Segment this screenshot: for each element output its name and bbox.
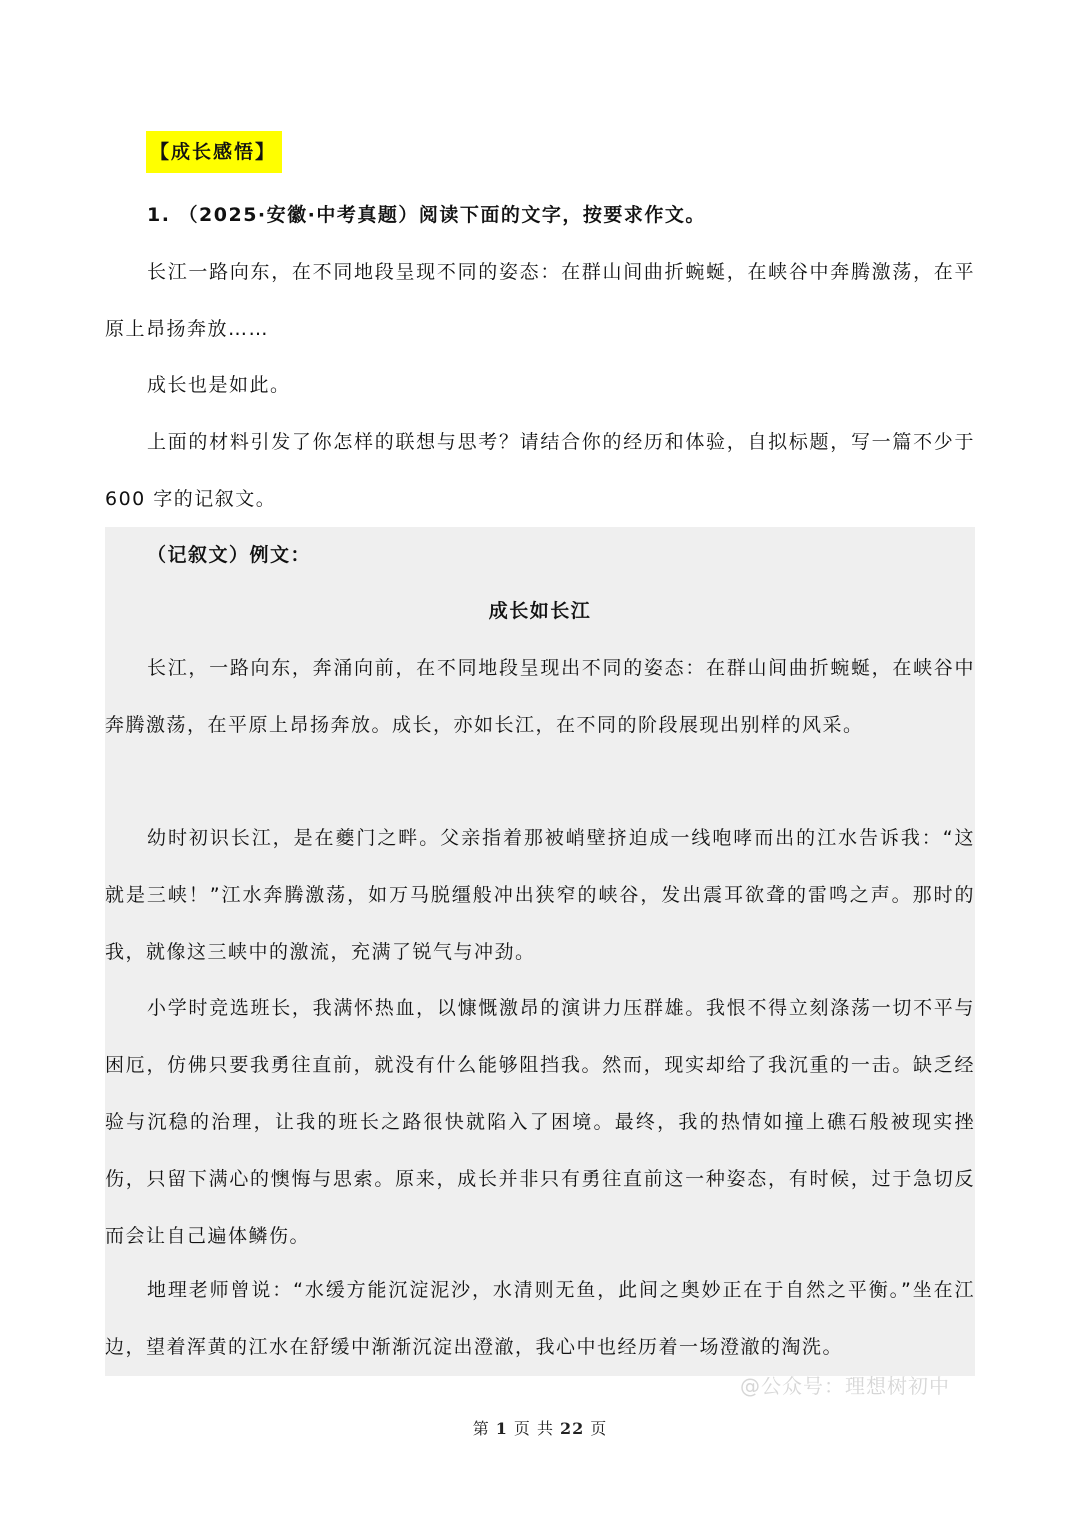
- essay-paragraph: 小学时竞选班长，我满怀热血，以慷慨激昂的演讲力压群雄。我恨不得立刻涤荡一切不平与困厄，仿佛只要我勇往直前，就没有什么能够阻挡我。然而，现实却给了我沉重的一击。缺乏经验与沉稳的治理，让我的班长之路很快就陷入了困境。最终，我的热情如撞上礁石般被现实挫伤，只留下满心的懊悔与思索。原来，成长并非只有勇往直前这一种姿态，有时候，过于急切反而会让自己遍体鳞伤。: [105, 997, 975, 1247]
- watermark: @公众号：理想树初中: [740, 1374, 950, 1398]
- essay-paragraph: 地理老师曾说：“水缓方能沉淀泥沙，水清则无鱼，此间之奥妙正在于自然之平衡。”坐在江边，望着浑黄的江水在舒缓中渐渐沉淀出澄澈，我心中也经历着一场澄澈的淘洗。: [105, 1279, 975, 1358]
- question-material-1: 长江一路向东，在不同地段呈现不同的姿态：在群山间曲折蜿蜒，在峡谷中奔腾激荡，在平原上昂扬奔放……: [105, 261, 975, 340]
- total-pages-number: 22: [559, 1419, 585, 1438]
- section-tag: 【成长感悟】: [146, 131, 282, 173]
- essay-title: 成长如长江: [488, 600, 592, 622]
- essay-paragraph: 长江，一路向东，奔涌向前，在不同地段呈现出不同的姿态：在群山间曲折蜿蜒，在峡谷中奔腾激荡，在平原上昂扬奔放。成长，亦如长江，在不同的阶段展现出别样的风采。: [105, 657, 975, 736]
- footer-middle: 页 共: [513, 1419, 554, 1438]
- question-requirement: 上面的材料引发了你怎样的联想与思考？请结合你的经历和体验，自拟标题，写一篇不少于 600 字的记叙文。: [105, 431, 975, 510]
- footer-suffix: 页: [590, 1419, 608, 1438]
- essay-paragraph: 幼时初识长江，是在夔门之畔。父亲指着那被峭壁挤迫成一线咆哮而出的江水告诉我：“这就是三峡！”江水奔腾激荡，如万马脱缰般冲出狭窄的峡谷，发出震耳欲聋的雷鸣之声。那时的我，就像这三峡中的激流，充满了锐气与冲劲。: [105, 827, 975, 963]
- current-page-number: 1: [495, 1419, 508, 1438]
- page-footer: [0, 1416, 1080, 1439]
- sample-label: （记叙文）例文：: [147, 544, 312, 566]
- footer-prefix: 第: [472, 1419, 490, 1438]
- question-heading: 1. （2025·安徽·中考真题）阅读下面的文字，按要求作文。: [147, 204, 706, 226]
- question-material-2: 成长也是如此。: [147, 374, 291, 396]
